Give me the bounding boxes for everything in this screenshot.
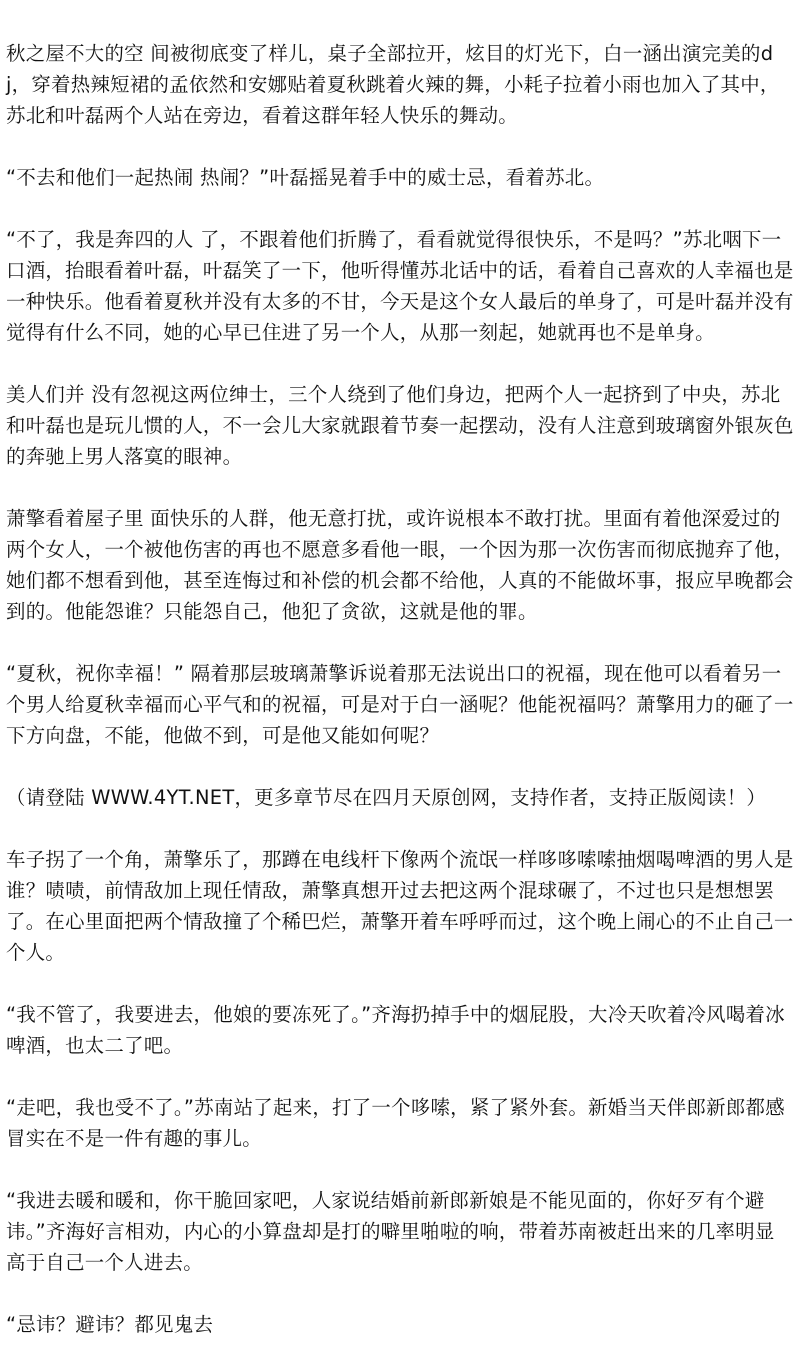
paragraph: 秋之屋不大的空 间被彻底变了样儿，桌子全部拉开，炫目的灯光下，白一涵出演完美的dj，穿着热辣短裙的孟依然和安娜贴着夏秋跳着火辣的舞，小耗子拉着小雨也加入了其中，苏北和叶磊两个人站在旁边，看着这群年轻人快乐的舞动。 [6, 42, 780, 127]
paragraph: “走吧，我也受不了。”苏南站了起来，打了一个哆嗦，紧了紧外套。新婚当天伴郎新郎都感冒实在不是一件有趣的事儿。 [6, 1096, 785, 1150]
paragraph: “我不管了，我要进去，他娘的要冻死了。”齐海扔掉手中的烟屁股，大冷天吹着冷风喝着冰啤酒，也太二了吧。 [6, 1003, 785, 1057]
chapter-text [6, 38, 794, 1371]
paragraph: 萧擎看着屋子里 面快乐的人群，他无意打扰，或许说根本不敢打扰。里面有着他深爱过的两个女人，一个被他伤害的再也不愿意多看他一眼，一个因为那一次伤害而彻底抛弃了他，她们都不想看到他，甚至连悔过和补偿的机会都不给他，人真的不能做坏事，报应早晚都会到的。他能怨谁？只能怨自己，他犯了贪欲，这就是他的罪。 [6, 507, 794, 623]
paragraph: 车子拐了一个角，萧擎乐了，那蹲在电线杆下像两个流氓一样哆哆嗦嗦抽烟喝啤酒的男人是谁？啧啧，前情敌加上现任情敌，萧擎真想开过去把这两个混球碾了，不过也只是想想罢了。在心里面把两个情敌撞了个稀巴烂，萧擎开着车呼呼而过，这个晚上闹心的不止自己一个人。 [6, 848, 794, 964]
paragraph: “不去和他们一起热闹 热闹？”叶磊摇晃着手中的威士忌，看着苏北。 [6, 166, 605, 189]
paragraph: “我进去暖和暖和，你干脆回家吧，人家说结婚前新郎新娘是不能见面的，你好歹有个避讳。”齐海好言相劝，内心的小算盘却是打的噼里啪啦的响，带着苏南被赶出来的几率明显高于自己一个人进去。 [6, 1189, 775, 1274]
paragraph: “忌讳？避讳？都见鬼去 [6, 1313, 214, 1336]
paragraph: “夏秋，祝你幸福！” 隔着那层玻璃萧擎诉说着那无法说出口的祝福，现在他可以看着另一个男人给夏秋幸福而心平气和的祝福，可是对于白一涵呢？他能祝福吗？萧擎用力的砸了一下方向盘，不能，他做不到，可是他又能如何呢？ [6, 662, 794, 747]
site-notice: （请登陆 WWW.4YT.NET，更多章节尽在四月天原创网，支持作者，支持正版阅读！） [6, 786, 767, 809]
paragraph: “不了，我是奔四的人 了，不跟着他们折腾了，看看就觉得很快乐，不是吗？”苏北咽下一口酒，抬眼看着叶磊，叶磊笑了一下，他听得懂苏北话中的话，看着自己喜欢的人幸福也是一种快乐。他看着夏秋并没有太多的不甘，今天是这个女人最后的单身了，可是叶磊并没有觉得有什么不同，她的心早已住进了另一个人，从那一刻起，她就再也不是单身。 [6, 228, 794, 344]
paragraph: 美人们并 没有忽视这两位绅士，三个人绕到了他们身边，把两个人一起挤到了中央，苏北和叶磊也是玩儿惯的人，不一会儿大家就跟着节奏一起摆动，没有人注意到玻璃窗外银灰色的奔驰上男人落寞的眼神。 [6, 383, 794, 468]
